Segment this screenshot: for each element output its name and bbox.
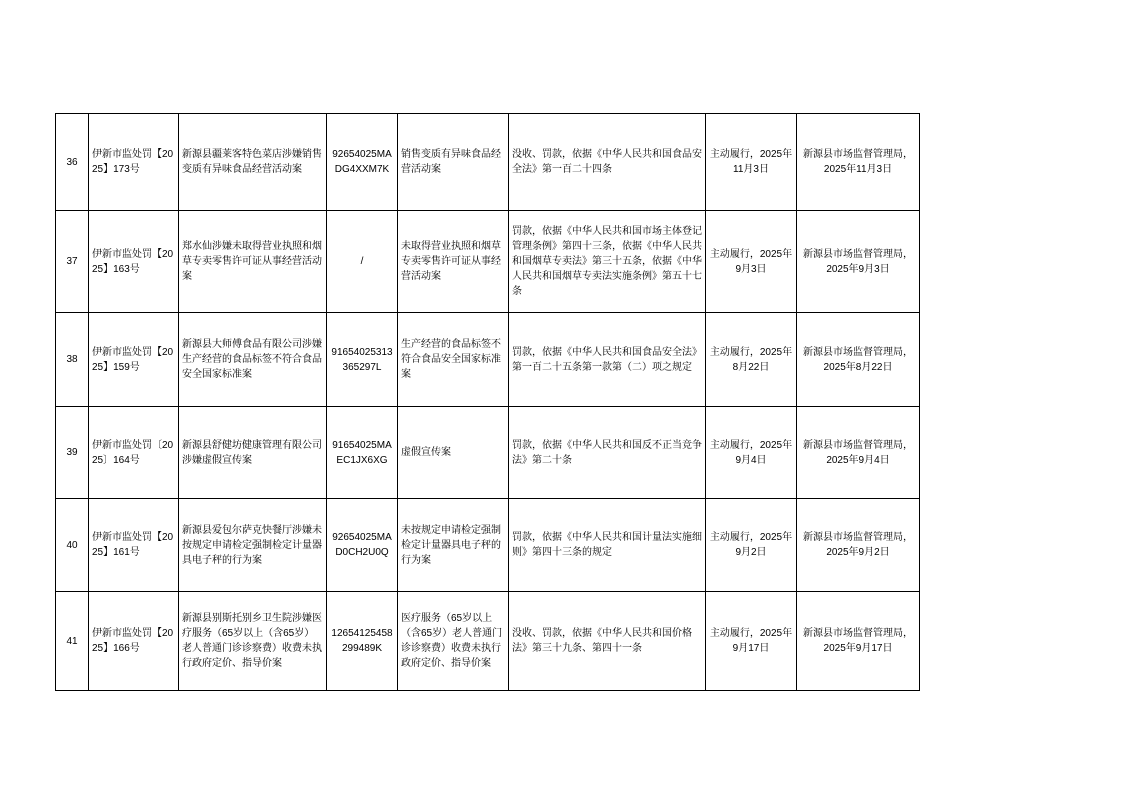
cell-case-name: 新源县别斯托别乡卫生院涉嫌医疗服务（65岁以上（含65岁）老人普通门诊诊察费）收费未执行政府定价、指导价案 (179, 592, 327, 691)
cell-penalty-basis: 罚款，依据《中华人民共和国市场主体登记管理条例》第四十三条，依据《中华人民共和国烟草专卖法》第三十五条，依据《中华人民共和国烟草专卖法实施条例》第五十七条 (509, 211, 706, 313)
table-row (56, 407, 920, 499)
cell-violation-type: 未按规定申请检定强制检定计量器具电子秤的行为案 (398, 499, 509, 592)
cell-performance: 主动履行，2025年11月3日 (706, 114, 797, 211)
cell-case-name: 郑水仙涉嫌未取得营业执照和烟草专卖零售许可证从事经营活动案 (179, 211, 327, 313)
cell-row-number: 39 (56, 407, 89, 499)
penalty-table-body (56, 114, 920, 691)
cell-credit-code: / (327, 211, 398, 313)
cell-credit-code: 12654125458299489K (327, 592, 398, 691)
cell-violation-type: 生产经营的食品标签不符合食品安全国家标准案 (398, 313, 509, 407)
cell-penalty-basis: 没收、罚款，依据《中华人民共和国食品安全法》第一百二十四条 (509, 114, 706, 211)
cell-credit-code: 92654025MAD0CH2U0Q (327, 499, 398, 592)
table-row (56, 499, 920, 592)
cell-case-name: 新源县爱包尔萨克快餐厅涉嫌未按规定申请检定强制检定计量器具电子秤的行为案 (179, 499, 327, 592)
cell-authority-date: 新源县市场监督管理局，2025年8月22日 (797, 313, 920, 407)
cell-performance: 主动履行，2025年9月3日 (706, 211, 797, 313)
cell-penalty-basis: 罚款，依据《中华人民共和国反不正当竞争法》第二十条 (509, 407, 706, 499)
cell-case-name: 新源县疆莱客特色菜店涉嫌销售变质有异味食品经营活动案 (179, 114, 327, 211)
cell-doc-number: 伊新市监处罚【2025】161号 (89, 499, 179, 592)
cell-doc-number: 伊新市监处罚【2025】166号 (89, 592, 179, 691)
penalty-table (55, 113, 920, 691)
cell-row-number: 41 (56, 592, 89, 691)
cell-violation-type: 未取得营业执照和烟草专卖零售许可证从事经营活动案 (398, 211, 509, 313)
cell-violation-type: 虚假宣传案 (398, 407, 509, 499)
cell-row-number: 36 (56, 114, 89, 211)
cell-violation-type: 销售变质有异味食品经营活动案 (398, 114, 509, 211)
table-row (56, 592, 920, 691)
cell-authority-date: 新源县市场监督管理局，2025年11月3日 (797, 114, 920, 211)
table-row (56, 211, 920, 313)
table-row (56, 114, 920, 211)
cell-row-number: 38 (56, 313, 89, 407)
cell-row-number: 40 (56, 499, 89, 592)
cell-doc-number: 伊新市监处罚【2025】163号 (89, 211, 179, 313)
cell-violation-type: 医疗服务（65岁以上（含65岁）老人普通门诊诊察费）收费未执行政府定价、指导价案 (398, 592, 509, 691)
cell-authority-date: 新源县市场监督管理局，2025年9月17日 (797, 592, 920, 691)
cell-performance: 主动履行，2025年9月17日 (706, 592, 797, 691)
cell-penalty-basis: 罚款，依据《中华人民共和国食品安全法》第一百二十五条第一款第（二）项之规定 (509, 313, 706, 407)
cell-penalty-basis: 罚款，依据《中华人民共和国计量法实施细则》第四十三条的规定 (509, 499, 706, 592)
cell-penalty-basis: 没收、罚款，依据《中华人民共和国价格法》第三十九条、第四十一条 (509, 592, 706, 691)
cell-authority-date: 新源县市场监督管理局，2025年9月2日 (797, 499, 920, 592)
cell-case-name: 新源县大师傅食品有限公司涉嫌生产经营的食品标签不符合食品安全国家标准案 (179, 313, 327, 407)
cell-performance: 主动履行，2025年9月4日 (706, 407, 797, 499)
table-row (56, 313, 920, 407)
cell-row-number: 37 (56, 211, 89, 313)
cell-credit-code: 91654025313365297L (327, 313, 398, 407)
cell-doc-number: 伊新市监处罚【2025】173号 (89, 114, 179, 211)
cell-authority-date: 新源县市场监督管理局，2025年9月4日 (797, 407, 920, 499)
cell-authority-date: 新源县市场监督管理局，2025年9月3日 (797, 211, 920, 313)
cell-performance: 主动履行，2025年9月2日 (706, 499, 797, 592)
cell-doc-number: 伊新市监处罚〔2025〕164号 (89, 407, 179, 499)
cell-credit-code: 92654025MADG4XXM7K (327, 114, 398, 211)
cell-doc-number: 伊新市监处罚【2025】159号 (89, 313, 179, 407)
cell-performance: 主动履行，2025年8月22日 (706, 313, 797, 407)
cell-case-name: 新源县舒健坊健康管理有限公司涉嫌虚假宣传案 (179, 407, 327, 499)
cell-credit-code: 91654025MAEC1JX6XG (327, 407, 398, 499)
